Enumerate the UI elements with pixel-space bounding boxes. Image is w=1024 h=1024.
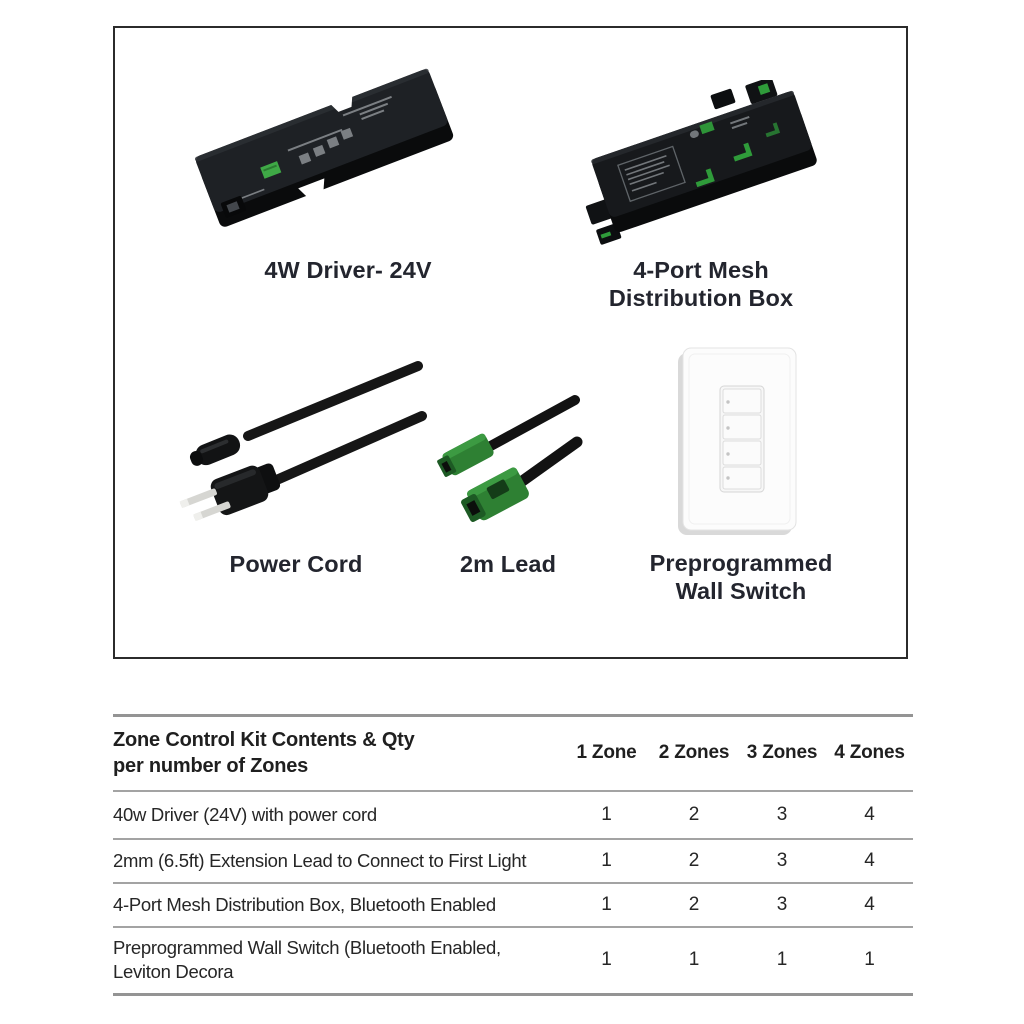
wall-switch-image: [675, 344, 805, 542]
item-name: [113, 927, 563, 995]
product-label-line: 4W Driver- 24V: [264, 257, 432, 283]
distribution-box-image: [583, 80, 833, 252]
qty-value: 3: [776, 803, 788, 825]
column-header-3-zones: 3 Zones: [746, 742, 818, 764]
lead-image: [433, 390, 583, 548]
qty-value: 3: [776, 893, 788, 915]
item-name-line: 40w Driver (24V) with power cord: [113, 803, 377, 825]
product-label-lead: [460, 550, 556, 578]
item-name-line: Preprogrammed Wall Switch (Bluetooth Enabled,: [113, 937, 501, 959]
lead-cable-bottom: [521, 442, 577, 482]
qty-value: 2: [688, 893, 700, 915]
qty-value: 1: [601, 803, 612, 825]
power-cord-cable-bottom: [272, 416, 422, 482]
product-label-line: Distribution Box: [608, 285, 794, 311]
table-row: [113, 927, 913, 995]
item-name-line: 2mm (6.5ft) Extension Lead to Connect to First Light: [113, 849, 527, 871]
distribution-box-body: [583, 80, 820, 246]
driver-image: [195, 66, 457, 238]
table-row: [113, 883, 913, 927]
qty-value: 1: [601, 893, 612, 915]
item-name: [113, 839, 563, 883]
product-label-line: 2m Lead: [459, 551, 557, 577]
qty-value: 4: [864, 849, 875, 871]
product-label-wall-switch: [650, 549, 833, 605]
table-row: [113, 791, 913, 839]
item-name-line: Leviton Decora: [113, 961, 234, 983]
column-header-2-zones: 2 Zones: [658, 742, 730, 764]
qty-value: 4: [864, 803, 875, 825]
column-header-1-zone: 1 Zone: [576, 742, 637, 764]
power-cord-wall-plug: [177, 458, 284, 529]
qty-value: 1: [688, 949, 700, 971]
qty-value: 2: [688, 849, 700, 871]
table-header-row: [113, 716, 913, 791]
product-label-distribution-box: [609, 256, 793, 312]
power-cord-c7-plug: [187, 431, 243, 470]
qty-value: 1: [864, 949, 875, 971]
table-title-line: Zone Control Kit Contents & Qty: [113, 729, 415, 752]
item-name: [113, 791, 563, 839]
lead-connector-large: [458, 466, 531, 527]
product-gallery-panel: [113, 26, 908, 659]
product-label-line: Power Cord: [229, 551, 363, 577]
table-title: [113, 716, 563, 791]
qty-value: 4: [864, 893, 875, 915]
qty-value: 1: [601, 849, 612, 871]
qty-value: 1: [776, 949, 788, 971]
table-row: [113, 839, 913, 883]
lead-connector-small: [435, 432, 495, 480]
product-label-driver: [264, 256, 431, 284]
lead-cable-top: [487, 400, 575, 448]
qty-value: 1: [601, 949, 612, 971]
driver-body: [195, 66, 457, 233]
power-cord-image: [160, 350, 432, 540]
wall-switch-buttons: [720, 386, 764, 492]
zone-kit-table: [113, 714, 913, 996]
qty-value: 3: [776, 849, 788, 871]
column-header-4-zones: 4 Zones: [834, 742, 905, 764]
product-label-line: Preprogrammed: [649, 550, 833, 576]
product-label-line: 4-Port Mesh: [633, 257, 769, 283]
item-name: [113, 883, 563, 927]
product-label-line: Wall Switch: [675, 578, 807, 604]
product-label-power-cord: [230, 550, 363, 578]
qty-value: 2: [688, 803, 700, 825]
table-title-line: per number of Zones: [113, 755, 309, 778]
item-name-line: 4-Port Mesh Distribution Box, Bluetooth Enabled: [113, 893, 496, 915]
